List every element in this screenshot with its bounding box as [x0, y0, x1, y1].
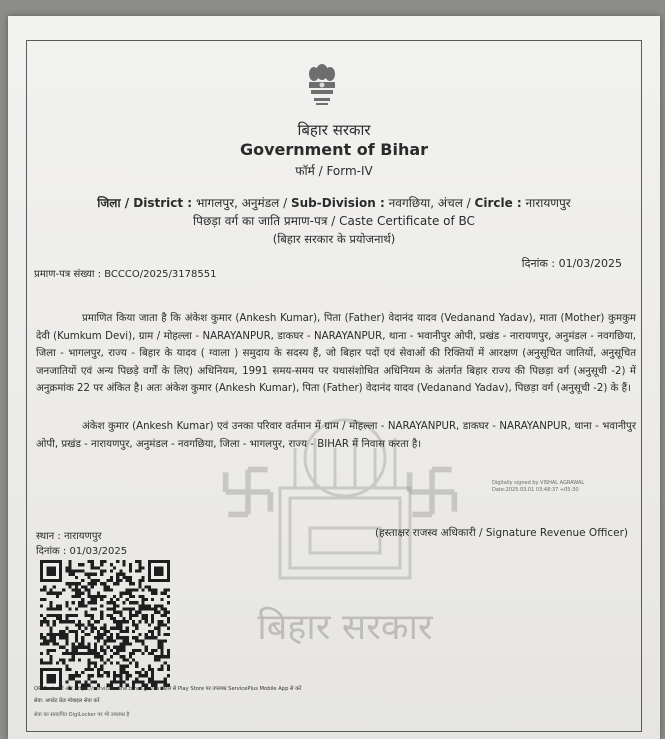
purpose-note: (बिहार सरकार के प्रयोजनार्थ): [272, 232, 396, 246]
circle-label: Circle :: [474, 196, 522, 210]
form-number: फॉर्म / Form-IV: [295, 164, 373, 178]
caste-certificate-title: पिछड़ा वर्ग का जाति प्रमाण-पत्र / Caste Certificate of BC: [193, 214, 475, 228]
digital-signature-line-2: Date:2025.03.01 03:48:37 +05:30: [492, 487, 579, 493]
issue-date-label: दिनांक :: [521, 257, 556, 270]
subdivision-label: Sub-Division :: [290, 196, 385, 210]
qr-note-2: सेवा: अपडेट फ्रेंड मोबाइल सेवा करें: [34, 698, 100, 704]
district-value: भागलपुर, अनुमंडल /: [195, 196, 288, 210]
swastika-watermark-icon: [404, 464, 460, 520]
watermark-text: बिहार सरकार: [257, 607, 433, 648]
circle-value: नारायणपुर: [525, 196, 571, 210]
certificate-body-paragraph-2: अंकेश कुमार (Ankesh Kumar) एवं उनका परिवार वर्तमान में ग्राम / मोहल्ला - NARAYANPUR, डाकघर - NARAYANPUR, थाना - भवानीपुर ओपी, प्रखंड - नारायणपुर, अनुमंडल - नवगछिया, जिला - भागलपुर, राज्य - BIHAR में निवास करता है।: [36, 421, 636, 450]
place-label: स्थान :: [36, 531, 61, 542]
certificate-page: [8, 16, 660, 739]
qr-note-1: QR Code को और https://serviceonline.bihar.gov.in पोर्टल से Play Store पर उपलब्ध ServicePlus Mobile App से करें: [34, 686, 302, 692]
signature-date-value: 01/03/2025: [69, 546, 128, 557]
header-hindi-title: बिहार सरकार: [297, 121, 371, 139]
place: [36, 528, 102, 542]
certificate-number-label: प्रमाण-पत्र संख्या :: [34, 269, 102, 280]
swastika-watermark-icon: [220, 464, 276, 520]
district-label: जिला / District :: [97, 196, 193, 210]
qr-code-icon[interactable]: [38, 560, 172, 690]
ashoka-emblem-icon: [302, 60, 342, 108]
certificate-number: [34, 266, 216, 280]
issue-date-value: 01/03/2025: [558, 257, 622, 270]
digital-signature-line-1: Digitally signed by VISHAL AGRAWAL: [492, 480, 585, 486]
signature-date-label: दिनांक :: [36, 546, 67, 557]
signature-officer: (हस्ताक्षर राजस्व अधिकारी / Signature Revenue Officer): [374, 527, 628, 539]
digital-signature-stamp: [492, 480, 632, 494]
qr-note-3: सेवा का सत्यापित DigiLocker पर भी उपलब्ध है: [34, 712, 130, 718]
subdivision-value: नवगछिया, अंचल /: [388, 196, 471, 210]
issue-date: [522, 256, 622, 271]
location-line: [8, 194, 660, 211]
place-value: नारायणपुर: [63, 531, 102, 542]
header-english-title: Government of Bihar: [239, 140, 429, 159]
signature-date: [36, 543, 127, 557]
certificate-body-paragraph-1: प्रमाणित किया जाता है कि अंकेश कुमार (Ankesh Kumar), पिता (Father) वेदानंद यादव (Vedanand Yadav), माता (Mother) कुमकुम देवी (Kumkum Devi), ग्राम / मोहल्ला - NARAYANPUR, डाकघर - NARAYANPUR, थाना - भवानीपुर ओपी, प्रखंड - नारायणपुर, अनुमंडल - नवगछिया, जिला - भागलपुर, राज्य - बिहार के यादव ( ग्वाला ) समुदाय के सदस्य हैं, जो बिहार पदों एवं सेवाओं की रिक्तियों में आरक्षण (अनुसूचित जातियों, अनुसूचित जनजातियों एवं अन्य पिछड़े वर्गों के लिए) अधिनियम, 1991 समय-समय पर यथासंशोधित अधिनियम के अंतर्गत बिहार राज्य की पिछड़ा वर्ग (अनुसूची -2) में अनुक्रमांक 22 पर अंकित है। अतः अंकेश कुमार (Ankesh Kumar), पिता (Father) वेदानंद यादव (Vedanand Yadav), पिछड़ा वर्ग (अनुसूची -2) के हैं।: [36, 313, 636, 394]
certificate-number-value: BCCCO/2025/3178551: [104, 269, 217, 280]
